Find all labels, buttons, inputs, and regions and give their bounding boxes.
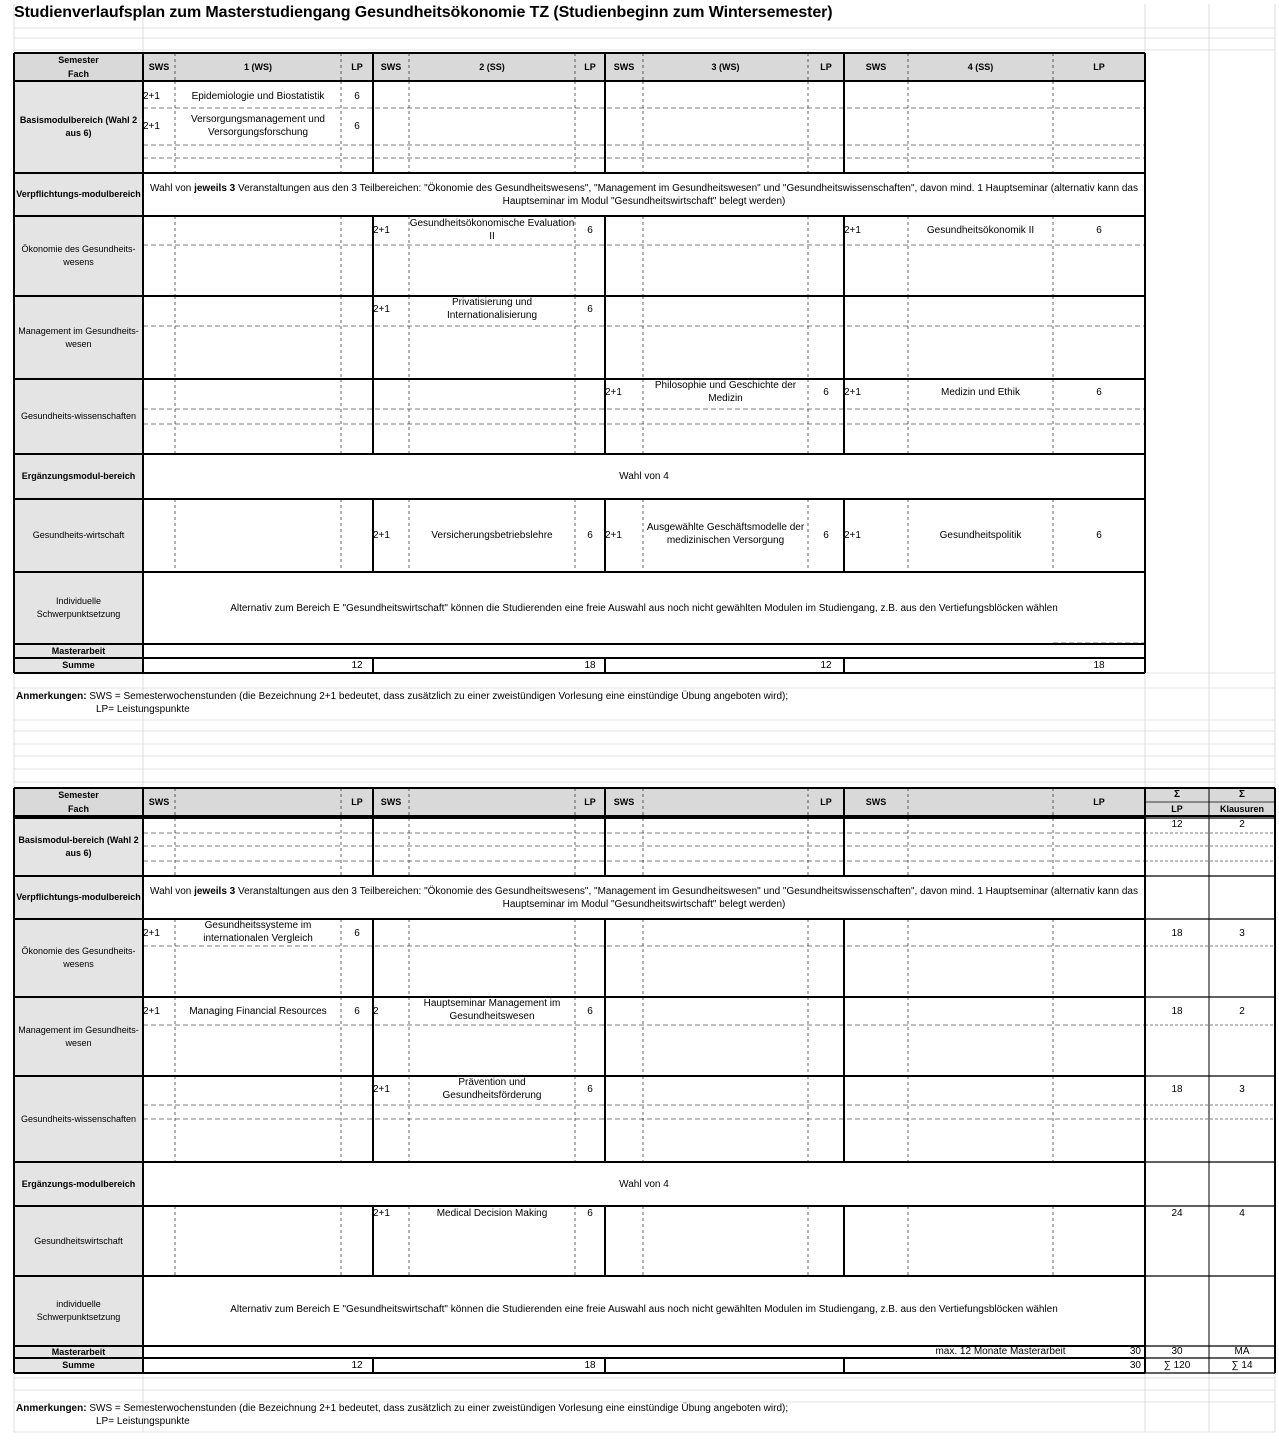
top-o2-lp: 6 [587,224,593,236]
bot-total-ma-k: MA [1234,1346,1250,1357]
top-g4-sws: 2+1 [844,386,861,398]
bot-summe-label: Summe [62,1360,95,1370]
top-w4-name: Gesundheitspolitik [939,529,1022,541]
bot-w6-lp: 6 [587,1207,593,1219]
bot-o5-name: Gesundheitssysteme im internationalen Vergleich [203,920,313,944]
top-g3-sws: 2+1 [605,386,622,398]
total-klausuren-header: Klausuren [1219,803,1264,814]
bot-o5-lp: 6 [354,927,360,939]
bot-sws-header-3: SWS [613,796,635,807]
top-mgmt-label: Management im Gesundheits-wesen [18,325,139,349]
top-indiv-label: Individuelle Schwerpunktsetzung [36,596,121,619]
bot-ma-label: Masterarbeit [51,1346,106,1357]
top-m2-name: Privatisierung und Internationalisierung [446,297,538,321]
bot-fach-label: Fach [67,803,89,814]
bot-oekon-label: Ökonomie des Gesundheits- wesens [21,946,136,969]
top-erg-text: Wahl von 4 [619,471,669,482]
bot-g6-name: Prävention und Gesundheitsförderung [442,1077,542,1101]
bot-erg-label: Ergänzungs-modulbereich [21,1178,136,1189]
bot-total-gw-k: 3 [1239,1083,1245,1095]
top-g3-name: Philosophie und Geschichte der Medizin [654,380,797,404]
page-title: Studienverlaufsplan zum Masterstudiengang Gesundheitsökonomie TZ (Studienbeginn zum Wintersemester) [14,4,833,21]
top-sws-header-1: SWS [148,61,170,72]
top-b2-name: Versorgungsmanagement und Versorgungsforschung [191,114,325,138]
bot-m6-lp: 6 [587,1005,593,1017]
bot-o5-sws: 2+1 [143,927,160,939]
bot-total-basis-lp: 12 [1171,819,1183,830]
bot-ma-lp: 30 [1129,1346,1141,1357]
bot-sum5: 12 [351,1360,363,1371]
top-gw-label: Gesundheits-wissenschaften [20,411,137,421]
top-lp-header-3: LP [820,61,832,72]
total-sigma-k: Σ [1238,789,1245,800]
top-semester-header-2: 2 (SS) [479,61,505,72]
bot-m6-sws: 2 [373,1005,379,1017]
top-indiv-text: Alternativ zum Bereich E "Gesundheitswirtschaft" können die Studierenden eine freie Auswahl aus noch nicht gewählten Modulen im Studiengang, z.B. aus den Vertiefungsblöcken wählen [230,602,1058,614]
top-notes-line2: LP= Leistungspunkte [96,704,190,715]
bot-total-mgmt-k: 2 [1239,1005,1245,1017]
top-w2-name: Versicherungsbetriebslehre [431,529,553,541]
bot-verpfl-text: Wahl von jeweils 3 Veranstaltungen aus den 3 Teilbereichen: "Ökonomie des Gesundheitswesens", "Management im Gesundheitswesen" und "Gesundheitswissenschaften", davon mind. 1 Hauptseminar (alternativ kann das Hauptseminar im Modul "Gesundheitswirtschaft" belegt werden) [150,885,1138,910]
bot-total-ma-lp: 30 [1171,1346,1183,1357]
top-o2-name: Gesundheitsökonomische Evaluation II [409,218,575,242]
top-m2-lp: 6 [587,303,593,315]
bot-total-oekon-k: 3 [1239,927,1245,939]
top-sum1: 12 [351,660,363,671]
bot-semester-label: Semester [58,789,99,800]
bot-gwirt-label: Gesundheitswirtschaft [34,1235,123,1246]
top-b1-lp: 6 [354,90,360,102]
top-b2-sws: 2+1 [143,120,160,132]
top-g3-lp: 6 [823,386,829,398]
top-sws-header-3: SWS [613,61,635,72]
top-sws-header-4: SWS [865,61,887,72]
bot-total-sum-k: ∑ 14 [1231,1360,1253,1371]
total-lp-header: LP [1171,803,1183,814]
top-sws-header-2: SWS [380,61,402,72]
top-b1-name: Epidemiologie und Biostatistik [191,90,325,102]
bot-total-mgmt-lp: 18 [1171,1005,1183,1017]
bot-sum8: 30 [1129,1360,1141,1371]
bot-m5-sws: 2+1 [143,1005,160,1017]
bot-g6-lp: 6 [587,1083,593,1095]
bot-sws-header-2: SWS [380,796,402,807]
top-lp-header-4: LP [1093,61,1105,72]
top-b2-lp: 6 [354,120,360,132]
top-b1-sws: 2+1 [143,90,160,102]
bot-semester-header-3 [643,788,808,816]
top-g4-lp: 6 [1096,386,1102,398]
bot-m6-name: Hauptseminar Management im Gesundheitswesen [423,998,561,1022]
bot-m5-lp: 6 [354,1005,360,1017]
top-o4-name: Gesundheitsökonomik II [926,224,1035,236]
bot-semester-header-1 [175,788,341,816]
bot-indiv-text: Alternativ zum Bereich E "Gesundheitswirtschaft" können die Studierenden eine freie Auswahl aus noch nicht gewählten Modulen im Studiengang, z.B. aus den Vertiefungsblöcken wählen [230,1303,1058,1315]
top-o4-lp: 6 [1096,224,1102,236]
top-semester-header-3: 3 (WS) [711,61,740,72]
bot-total-gwirt-k: 4 [1239,1207,1245,1219]
bot-notes-line2: LP= Leistungspunkte [96,1416,190,1427]
bot-indiv-label: individuelle Schwerpunktsetzung [36,1299,121,1322]
top-erg-label: Ergänzungsmodul-bereich [21,471,136,481]
bot-semester-header-2 [409,788,575,816]
top-w2-sws: 2+1 [373,529,390,541]
top-w4-lp: 6 [1096,529,1102,541]
top-lp-header-1: LP [351,61,363,72]
bot-total-gwirt-lp: 24 [1171,1207,1183,1219]
top-semester-label: Semester [58,54,99,65]
top-sum3: 12 [820,660,832,671]
top-semester-header-4: 4 (SS) [967,61,994,72]
top-notes-line1: Anmerkungen: SWS = Semesterwochenstunden (die Bezeichnung 2+1 bedeutet, dass zusätzlich zu einer zweistündigen Vorlesung eine einstündige Übung angeboten wird); [16,691,789,702]
top-w4-sws: 2+1 [844,529,861,541]
bot-mgmt-label: Management im Gesundheits-wesen [18,1024,139,1048]
bot-total-gw-lp: 18 [1171,1083,1183,1095]
bot-total-basis-k: 2 [1239,819,1245,830]
top-oekon-label: Ökonomie des Gesundheits- wesens [21,244,136,267]
bot-w6-name: Medical Decision Making [436,1207,548,1219]
top-summe-label: Summe [62,660,95,670]
bot-sum6: 18 [584,1360,596,1371]
top-sum2: 18 [584,660,596,671]
top-m2-sws: 2+1 [373,303,390,315]
bot-notes-line1: Anmerkungen: SWS = Semesterwochenstunden (die Bezeichnung 2+1 bedeutet, dass zusätzlich zu einer zweistündigen Vorlesung eine einstündige Übung angeboten wird); [16,1403,789,1414]
bot-lp-header-1: LP [351,796,363,807]
top-sum4: 18 [1093,660,1105,671]
bot-lp-header-3: LP [820,796,832,807]
total-sigma-lp: Σ [1173,789,1180,800]
top-verpfl-text: Wahl von jeweils 3 Veranstaltungen aus den 3 Teilbereichen: "Ökonomie des Gesundheitswesens", "Management im Gesundheitswesen" und "Gesundheitswissenschaften", davon mind. 1 Hauptseminar (alternativ kann das Hauptseminar im Modul "Gesundheitswirtschaft" belegt werden) [150,182,1138,207]
top-o2-sws: 2+1 [373,224,390,236]
top-w3-name: Ausgewählte Geschäftsmodelle der medizinischen Versorgung [646,522,805,546]
bot-gw-label: Gesundheits-wissenschaften [20,1113,137,1124]
bot-lp-header-2: LP [584,796,596,807]
bot-total-sum-lp: ∑ 120 [1163,1360,1191,1371]
bot-verpfl-label: Verpflichtungs-modulbereich [16,892,141,902]
bot-m5-name: Managing Financial Resources [189,1005,327,1017]
top-w2-lp: 6 [587,529,593,541]
top-gwirt-label: Gesundheits-wirtschaft [32,530,125,540]
top-fach-label: Fach [67,68,89,79]
top-semester-header-1: 1 (WS) [244,61,272,72]
top-o4-sws: 2+1 [844,224,861,236]
bot-lp-header-4: LP [1093,796,1105,807]
top-lp-header-2: LP [584,61,596,72]
top-w3-sws: 2+1 [605,529,622,541]
bot-semester-header-4 [908,788,1053,816]
top-basis-label: Basismodulbereich (Wahl 2 aus 6) [19,115,138,138]
top-w3-lp: 6 [823,529,829,541]
bot-ma-text: max. 12 Monate Masterarbeit [935,1346,1066,1357]
bot-basis-label: Basismodul-bereich (Wahl 2 aus 6) [18,835,139,858]
bot-g6-sws: 2+1 [373,1083,390,1095]
top-ma-label: Masterarbeit [51,645,106,656]
bot-w6-sws: 2+1 [373,1207,390,1219]
bot-sws-header-1: SWS [148,796,170,807]
bot-total-oekon-lp: 18 [1171,927,1183,939]
top-verpfl-label: Verpflichtungs-modulbereich [16,189,141,199]
bot-erg-text: Wahl von 4 [619,1178,669,1190]
top-g4-name: Medizin und Ethik [941,386,1020,398]
bot-sws-header-4: SWS [865,796,887,807]
